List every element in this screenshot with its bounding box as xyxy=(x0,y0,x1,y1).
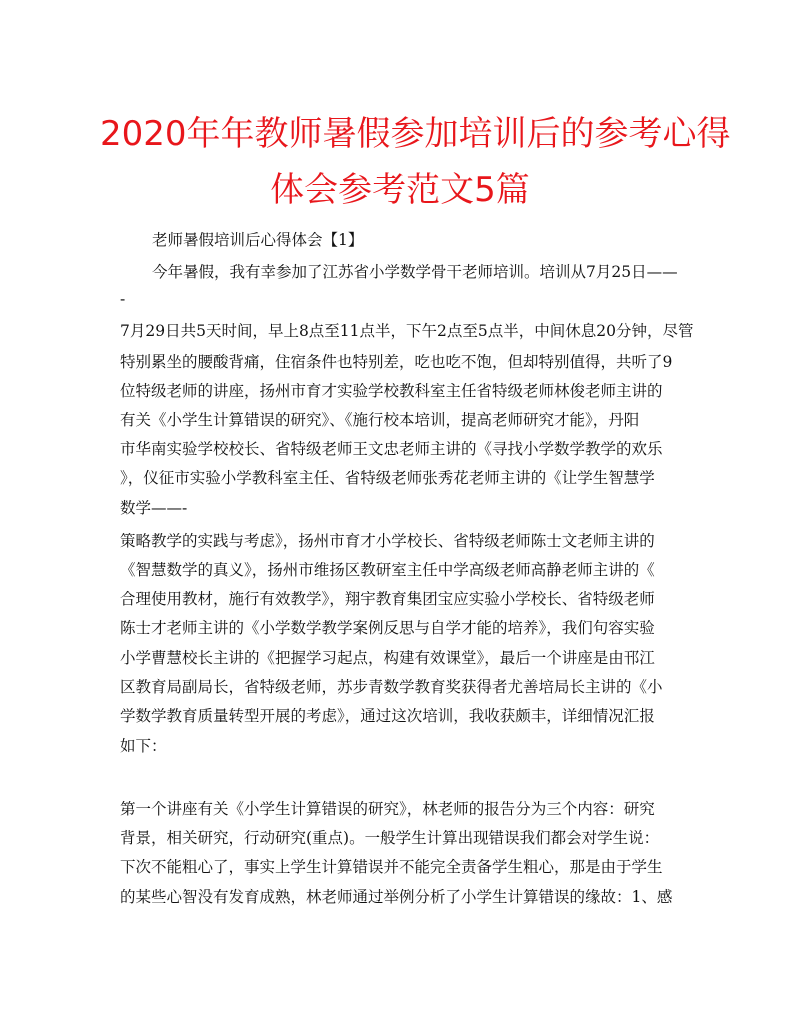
paragraph-line: 合理使用教材，施行有效教学》，翔宇教育集团宝应实验小学校长、省特级老师 xyxy=(120,590,655,608)
paragraph-line: 特别累坐的腰酸背痛，住宿条件也特别差，吃也吃不饱，但却特别值得，共听了9 xyxy=(120,353,673,371)
document-title-line-2: 体会参考范文5篇 xyxy=(270,170,530,210)
paragraph-line: 》，仪征市实验小学教科室主任、省特级老师张秀花老师主讲的《让学生智慧学 xyxy=(120,469,655,487)
paragraph-line: 市华南实验学校校长、省特级老师王文忠老师主讲的《寻找小学数学教学的欢乐 xyxy=(120,440,663,458)
paragraph-line: 数学——- xyxy=(120,499,188,517)
document-title-line-1: 2020年年教师暑假参加培训后的参考心得 xyxy=(100,114,731,154)
paragraph-line: 下次不能粗心了，事实上学生计算错误并不能完全责备学生粗心，那是由于学生 xyxy=(120,858,663,876)
paragraph-line: 有关《小学生计算错误的研究》、《施行校本培训，提高老师研究才能》，丹阳 xyxy=(120,411,640,429)
paragraph-line: 《智慧数学的真义》，扬州市维扬区教研室主任中学高级老师高静老师主讲的《 xyxy=(120,561,655,579)
paragraph-line: - xyxy=(120,290,126,308)
paragraph-line: 区教育局副局长，省特级老师，苏步青数学教育奖获得者尤善培局长主讲的《小 xyxy=(120,678,663,696)
paragraph-line: 的某些心智没有发育成熟，林老师通过举例分析了小学生计算错误的缘故：1、感 xyxy=(120,888,673,906)
paragraph-line: 学数学教育质量转型开展的考虑》，通过这次培训，我收获颇丰，详细情况汇报 xyxy=(120,707,655,725)
paragraph-line: 位特级老师的讲座，扬州市育才实验学校教科室主任省特级老师林俊老师主讲的 xyxy=(120,382,663,400)
paragraph-line: 策略教学的实践与考虑》，扬州市育才小学校长、省特级老师陈士文老师主讲的 xyxy=(120,532,655,550)
paragraph-line: 第一个讲座有关《小学生计算错误的研究》，林老师的报告分为三个内容：研究 xyxy=(120,800,655,818)
paragraph-line: 背景，相关研究，行动研究(重点)。一般学生计算出现错误我们都会对学生说： xyxy=(120,829,660,847)
paragraph-line: 7月29日共5天时间，早上8点至11点半，下午2点至5点半，中间休息20分钟，尽管 xyxy=(120,322,694,340)
paragraph-line: 今年暑假，我有幸参加了江苏省小学数学骨干老师培训。培训从7月25日—— xyxy=(152,263,678,281)
paragraph-line: 小学曹慧校长主讲的《把握学习起点，构建有效课堂》，最后一个讲座是由邗江 xyxy=(120,649,655,667)
paragraph-line: 如下： xyxy=(120,737,167,755)
paragraph-line: 老师暑假培训后心得体会【1】 xyxy=(152,231,364,249)
paragraph-line: 陈士才老师主讲的《小学数学教学案例反思与自学才能的培养》，我们句容实验 xyxy=(120,619,655,637)
